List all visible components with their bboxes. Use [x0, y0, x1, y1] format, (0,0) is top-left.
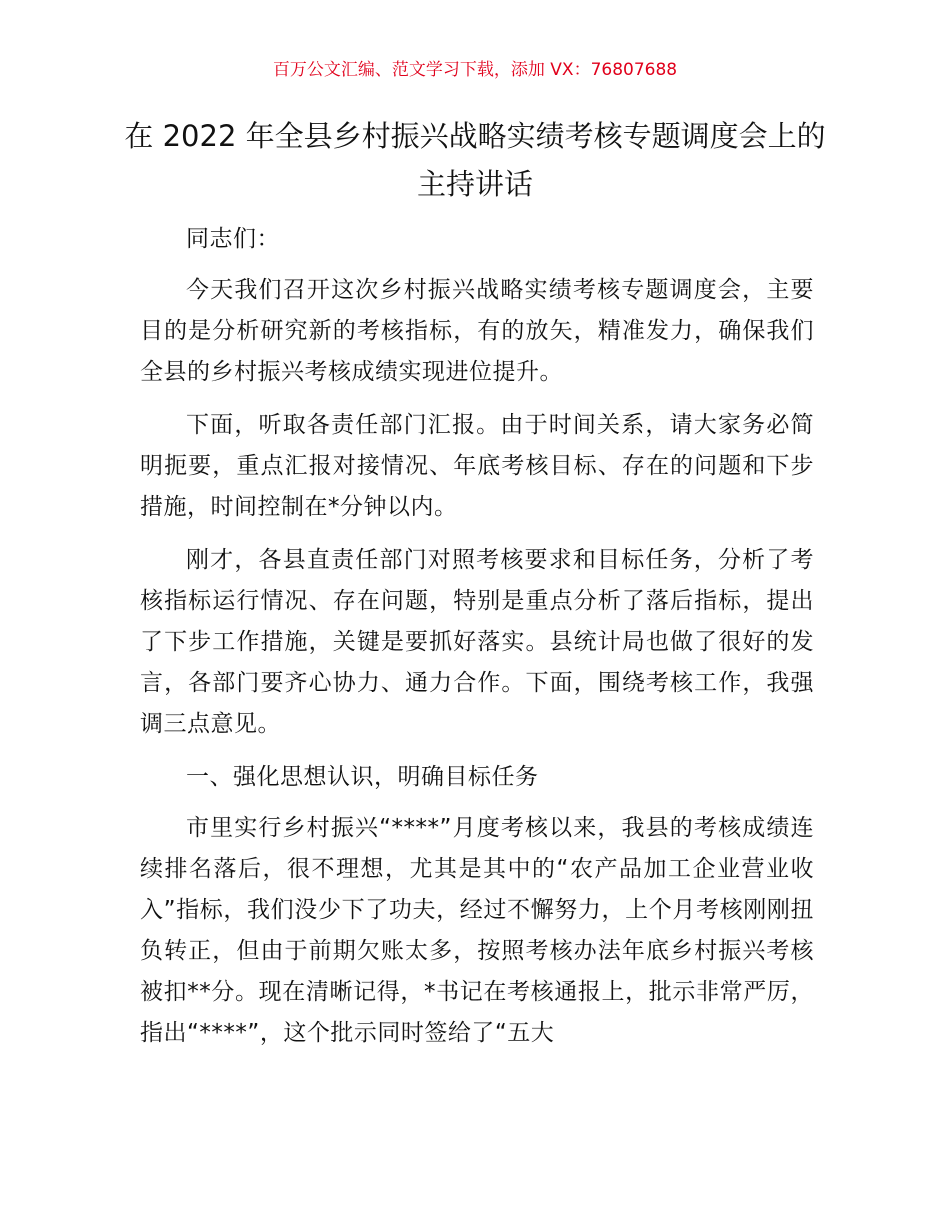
document-body [140, 219, 814, 1066]
paragraph-section-one: 市里实行乡村振兴“****”月度考核以来，我县的考核成绩连续排名落后，很不理想，尤其是其中的“农产品加工企业营业收入”指标，我们没少下了功夫，经过不懈努力，上个月考核刚刚扭负转正，但由于前期欠账太多，按照考核办法年底乡村振兴考核被扣**分。现在清晰记得，*书记在考核通报上，批示非常严厉，指出“****”，这个批示同时签给了“五大 [140, 815, 814, 1046]
paragraph-summary: 刚才，各县直责任部门对照考核要求和目标任务，分析了考核指标运行情况、存在问题，特别是重点分析了落后指标，提出了下步工作措施，关键是要抓好落实。县统计局也做了很好的发言，各部门要齐心协力、通力合作。下面，围绕考核工作，我强调三点意见。 [140, 547, 814, 737]
document-title: 在 2022 年全县乡村振兴战略实绩考核专题调度会上的主持讲话 [124, 119, 826, 201]
paragraph-opening: 今天我们召开这次乡村振兴战略实绩考核专题调度会，主要目的是分析研究新的考核指标，有的放矢，精准发力，确保我们全县的乡村振兴考核成绩实现进位提升。 [140, 277, 814, 385]
paragraph-reports: 下面，听取各责任部门汇报。由于时间关系，请大家务必简明扼要，重点汇报对接情况、年底考核目标、存在的问题和下步措施，时间控制在*分钟以内。 [140, 412, 814, 520]
download-notice-header: 百万公文汇编、范文学习下载，添加 VX：76807688 [272, 60, 678, 80]
section-heading-one: 一、强化思想认识，明确目标任务 [186, 764, 539, 790]
salutation: 同志们： [186, 226, 280, 252]
